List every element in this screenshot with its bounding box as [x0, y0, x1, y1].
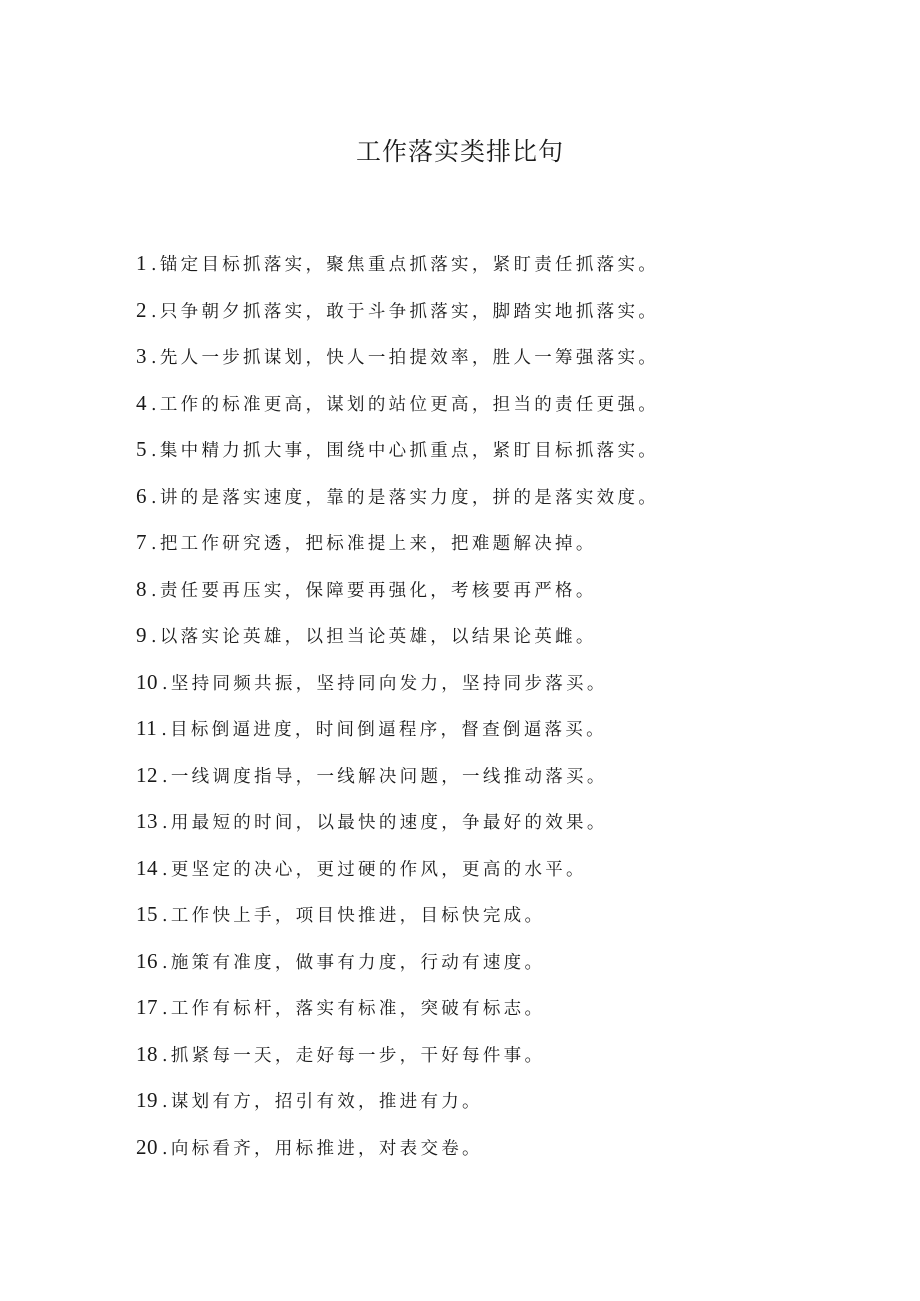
list-item	[136, 566, 856, 613]
item-number: 20	[136, 1134, 158, 1159]
list-item	[136, 845, 856, 892]
item-number: 19	[136, 1088, 158, 1112]
list-item	[136, 287, 856, 334]
item-text: .把工作研究透，把标准提上来，把难题解决掉。	[151, 534, 597, 554]
item-number: 16	[136, 948, 158, 973]
list-item	[136, 380, 856, 427]
item-number: 9	[136, 623, 147, 647]
list-item	[136, 473, 856, 520]
list-item	[136, 1124, 856, 1171]
item-text: .目标倒逼进度，时间倒逼程序，督查倒逼落买。	[161, 720, 607, 740]
item-text: .用最短的时间，以最快的速度，争最好的效果。	[162, 813, 608, 833]
item-text: .施策有准度，做事有力度，行动有速度。	[162, 952, 546, 973]
item-number: 1	[136, 251, 147, 275]
item-number: 11	[136, 716, 158, 740]
list-item	[136, 333, 856, 380]
item-number: 8	[136, 576, 147, 601]
item-text: .集中精力抓大事，围绕中心抓重点，紧盯目标抓落实。	[151, 441, 660, 461]
item-text: .工作快上手，项目快推进，目标快完成。	[162, 906, 546, 926]
list-item	[136, 612, 856, 659]
list-item	[136, 240, 856, 287]
item-text: .责任要再压实，保障要再强化，考核要再严格。	[151, 580, 597, 601]
item-number: 2	[136, 297, 147, 322]
item-number: 18	[136, 1041, 158, 1066]
item-text: .以落实论英雄，以担当论英雄，以结果论英雌。	[151, 627, 597, 647]
item-text: .一线调度指导，一线解决问题，一线推动落买。	[162, 766, 608, 787]
list-item	[136, 798, 856, 845]
list-item	[136, 426, 856, 473]
list-item	[136, 938, 856, 985]
item-number: 6	[136, 483, 147, 508]
list-item	[136, 519, 856, 566]
item-text: .锚定目标抓落实，聚焦重点抓落实，紧盯责任抓落实。	[151, 255, 660, 275]
document-title: 工作落实类排比句	[355, 137, 564, 166]
item-number: 14	[136, 855, 158, 880]
item-text: .坚持同频共振，坚持同向发力，坚持同步落买。	[162, 673, 608, 694]
list-item	[136, 1031, 856, 1078]
item-text: .只争朝夕抓落实，敢于斗争抓落实，脚踏实地抓落实。	[151, 301, 660, 322]
item-text: .谋划有方，招引有效，推进有力。	[162, 1092, 483, 1112]
item-number: 3	[136, 344, 147, 368]
item-text: .向标看齐，用标推进，对表交卷。	[162, 1138, 483, 1159]
list-item	[136, 984, 856, 1031]
item-text: .先人一步抓谋划，快人一拍提效率，胜人一筹强落实。	[151, 348, 660, 368]
item-text: .讲的是落实速度，靠的是落实力度，拼的是落实效度。	[151, 487, 660, 508]
item-number: 15	[136, 902, 158, 926]
list-item	[136, 659, 856, 706]
item-number: 12	[136, 762, 158, 787]
list-item	[136, 891, 856, 938]
item-text: .工作的标准更高，谋划的站位更高，担当的责任更强。	[151, 394, 660, 415]
item-number: 7	[136, 530, 147, 554]
item-number: 13	[136, 809, 158, 833]
sentence-list	[136, 240, 856, 1170]
item-text: .抓紧每一天，走好每一步，干好每件事。	[162, 1045, 546, 1066]
list-item	[136, 752, 856, 799]
item-number: 4	[136, 390, 147, 415]
item-number: 10	[136, 669, 158, 694]
item-text: .工作有标杆，落实有标准，突破有标志。	[162, 999, 546, 1019]
item-number: 5	[136, 437, 147, 461]
item-text: .更坚定的决心，更过硬的作风，更高的水平。	[162, 859, 587, 880]
item-number: 17	[136, 995, 158, 1019]
list-item	[136, 705, 856, 752]
list-item	[136, 1077, 856, 1124]
